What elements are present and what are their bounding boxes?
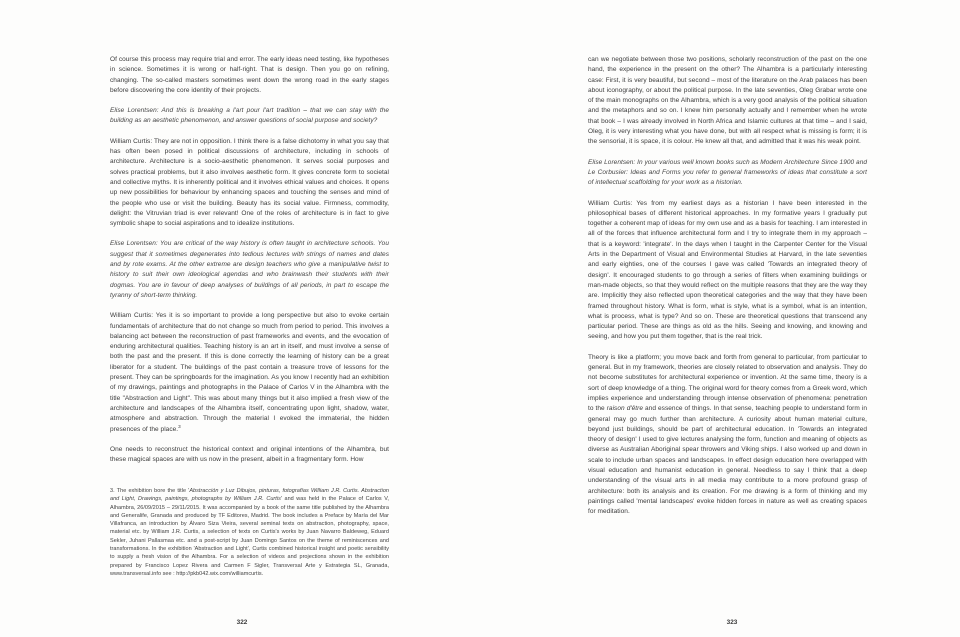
text-segment: Elise Lorentsen: And this is breaking a l'art pour l'art tradition – that we can stay with the building as an aesthetic phenomenon, and answer questions of social purpose and society? (110, 107, 389, 125)
interview-answer (110, 55, 389, 96)
text-segment: William Curtis: Yes from my earliest days as a historian I have been interested in the philosophical bases of different historical approaches. In my formative years I gradually put together a coherent map of ideas for my own use and as a basis for teaching. I am interested in all of the forces that influence architectural form and I try to integrate them in my approach – that is a keyword: 'integrate'. In the days when I taught in the Carpenter Center for the Visual Arts in the Department of Visual and Environmental Studies at Harvard, in the late seventies and early eighties, one of the courses I gave was called 'Towards an integrated theory of design'. It encouraged students to go through a series of filters when examining buildings or man-made objects, so that they would reflect on the multiple reasons that they are the way they are. Implicitly they also reflected upon theoretical categories and the way that they have been framed throughout history. What is form, what is style, what is a symbol, what is an intention, what is process, what is type? And so on. These are theoretical questions that transcend any particular period. These are things as old as the hills. Seeing and knowing, and knowing and seeing, and how you put them together, that is the real trick. (588, 199, 867, 341)
page-right (480, 0, 960, 637)
text-column-right (588, 55, 867, 527)
interview-question (110, 106, 389, 127)
text-segment: William Curtis: They are not in opposition. I think there is a false dichotomy in what you say that has often been posed in political discussions of architecture, including in schools of architecture. Architecture is a socio-aesthetic phenomenon. It serves social purposes and solves practical problems, but it also involves aesthetic form. It gives concrete form to societal and collective myths. It is inherently political and it involves ethical values and choices. It opens up new possibilities for behaviour by enhancing spaces and touching the senses and mind of the people who use or visit the building. Beauty has its social value. Firmness, commodity, delight: the Vitruvian triad is ever relevant! One of the roles of architecture is in fact to give symbolic shape to social aspirations and to idealize institutions. (110, 137, 389, 228)
footnote-segment: 3. The exhibition bore the title ' (110, 488, 190, 494)
text-segment: Elise Lorentsen: You are critical of the way history is often taught in architecture schools. You suggest that it sometimes degenerates into tedious lectures with strings of names and dates and by rote exams. At the other extreme are design teachers who give a manipulative twist to history to suit their own ideological agendas and who brainwash their students with their dogmas. You are in favour of deep analyses of buildings of all periods, in part to escape the tyranny of short-term thinking. (110, 240, 389, 299)
text-segment: can we negotiate between those two positions, scholarly reconstruction of the past on the one hand, the experience in the present on the other? The Alhambra is a particularly interesting case: First, it is very beautiful, but second – most of the literature on the Arab palaces has been about iconography, or about the political purpose. In the late seventies, Oleg Grabar wrote one of the main monographs on the Alhambra, which is a very good analysis of the political situation and the metaphors and so on. I knew him personally actually and I remember when he wrote that book – I was already involved in North Africa and Islamic cultures at that time – and I said, Oleg, it is very interesting what you have done, but with all respect what is missing is form; it is the sensorial, it is space, it is colour. He knew all that, and admitted that it was his weak point. (588, 56, 867, 146)
text-segment: you refer to general frameworks of ideas that constitute a sort of intellectual scaffolding for your work as a historian. (588, 168, 867, 187)
text-segment: Theory is like a platform; you move back and forth from general to particular, from particular to general. But in my framework, theories are closely related to observation and analysis. They do not become substitutes for architectural experience or invention. At the same time, theory is a sort of deep knowledge of a thing. The original word for theory comes from a Greek word, which implies experience and understanding through intense observation of phenomena: penetration to the (588, 353, 867, 413)
text-segment: Modern Architecture Since 1900 (760, 158, 855, 166)
interview-answer (110, 445, 389, 466)
text-segment: Le Corbusier: Ideas and Forms (588, 168, 681, 176)
page-number-right: 323 (726, 619, 738, 626)
text-segment: One needs to reconstruct the historical context and original intentions of the Alhambra, but these magical spaces are with us now in the present, albeit in a fragmentary form. How (110, 445, 389, 464)
interview-answer (588, 353, 867, 518)
footnote-segment: ' and was held in the Palace of Carlos V, Alhambra, 26/09/2015 – 29/11/2015. It was accompanied by a book of the same title published by the Alhambra and Generalife, Granada and produced by TF Editores, Madrid. The book includes a Preface by María del Mar Villafranca, an introduction by Álvaro Siza Vieira, several seminal texts on abstraction, photography, space, material etc. by William J.R. Curtis, a selection of texts on Curtis's works by Juan Navarro Baldeweg, Eduard Sekler, Juhani Pallasmaa etc. and a post-script by Juan Domingo Santos on the theme of reminiscences and transformations. In the exhibition 'Abstraction and Light', Curtis combined historical insight and poetic sensibility to supply a fresh vision of the Alhambra. For a selection of videos and projections shown in the exhibition prepared by Francisco Lopez Rivera and Carmen F Sigler, Transversal Arte y Estrategia SL, Granada, www.transversal.info see : http://pkb042.wix.com/williamcurtis. (110, 496, 389, 577)
footnote-segment: Abstracción y Luz Dibujos, pinturas, fotografías William J.R. Curtis. Abstraction and Light, Drawings, paintings, photographs by William J.R. Curtis (110, 488, 390, 503)
interview-answer (588, 55, 867, 148)
page-number-left: 322 (236, 619, 248, 626)
interview-question (588, 158, 867, 189)
footnote-reference: 3 (178, 423, 181, 429)
text-segment: William Curtis: Yes it is so important to provide a long perspective but also to evoke certain fundamentals of architecture that do not change so much from period to period. This involves a balancing act between the reconstruction of past frameworks and events, and the evocation of enduring architectural qualities. Teaching history is an art in itself, and must involve a sense of both the past and the present. If this is done correctly the learning of history can be a great liberator for a student. The buildings of the past contain a treasure trove of lessons for the present. They can be springboards for the imagination. As you know I recently had an exhibition of my drawings, paintings and photographs in the Palace of Carlos V in the Alhambra with the title "Abstraction and Light". This was about many things but it also implied a fresh view of the architecture and landscapes of the Alhambra itself, concentrating upon light, shadow, water, atmosphere and abstraction. Through the material I evoked the immaterial, the hidden presences of the place. (110, 312, 389, 433)
interview-answer (110, 311, 389, 435)
interview-answer (588, 199, 867, 343)
footnote (110, 487, 389, 578)
text-segment: raison d'être (606, 405, 643, 413)
text-segment: Of course this process may require trial and error. The early ideas need testing, like hypotheses in science. Sometimes it is wrong or half-right. That is design. Then you go on refining, changing. The so-called masters sometimes went down the wrong road in the early stages before discovering the core identity of their projects. (110, 56, 389, 94)
text-segment: Elise Lorentsen: In your various well known books such as (588, 158, 761, 166)
text-segment: and essence of things. In that sense, teaching people to understand form in general may go much further than architecture. A curiosity about human material culture, beyond just buildings, should be part of architectural education. In 'Towards an integrated theory of design' I used to give lectures analysing the form, function and meaning of objects as diverse as Australian Aboriginal spear throwers and Viking ships. I also worked up and down in scale to include urban spaces and landscapes. In effect design education here overlapped with visual education and humanist education in general. Needless to say I think that a deep understanding of the visual arts in all media may contribute to a more profound grasp of architecture: both its analysis and its creation. For me drawing is a form of thinking and my paintings called 'mental landscapes' evoke hidden forces in nature as well as creating spaces for meditation. (588, 405, 868, 516)
interview-question (110, 239, 389, 301)
text-column-left (110, 55, 389, 475)
interview-answer (110, 137, 389, 230)
text-segment: and (854, 158, 867, 166)
